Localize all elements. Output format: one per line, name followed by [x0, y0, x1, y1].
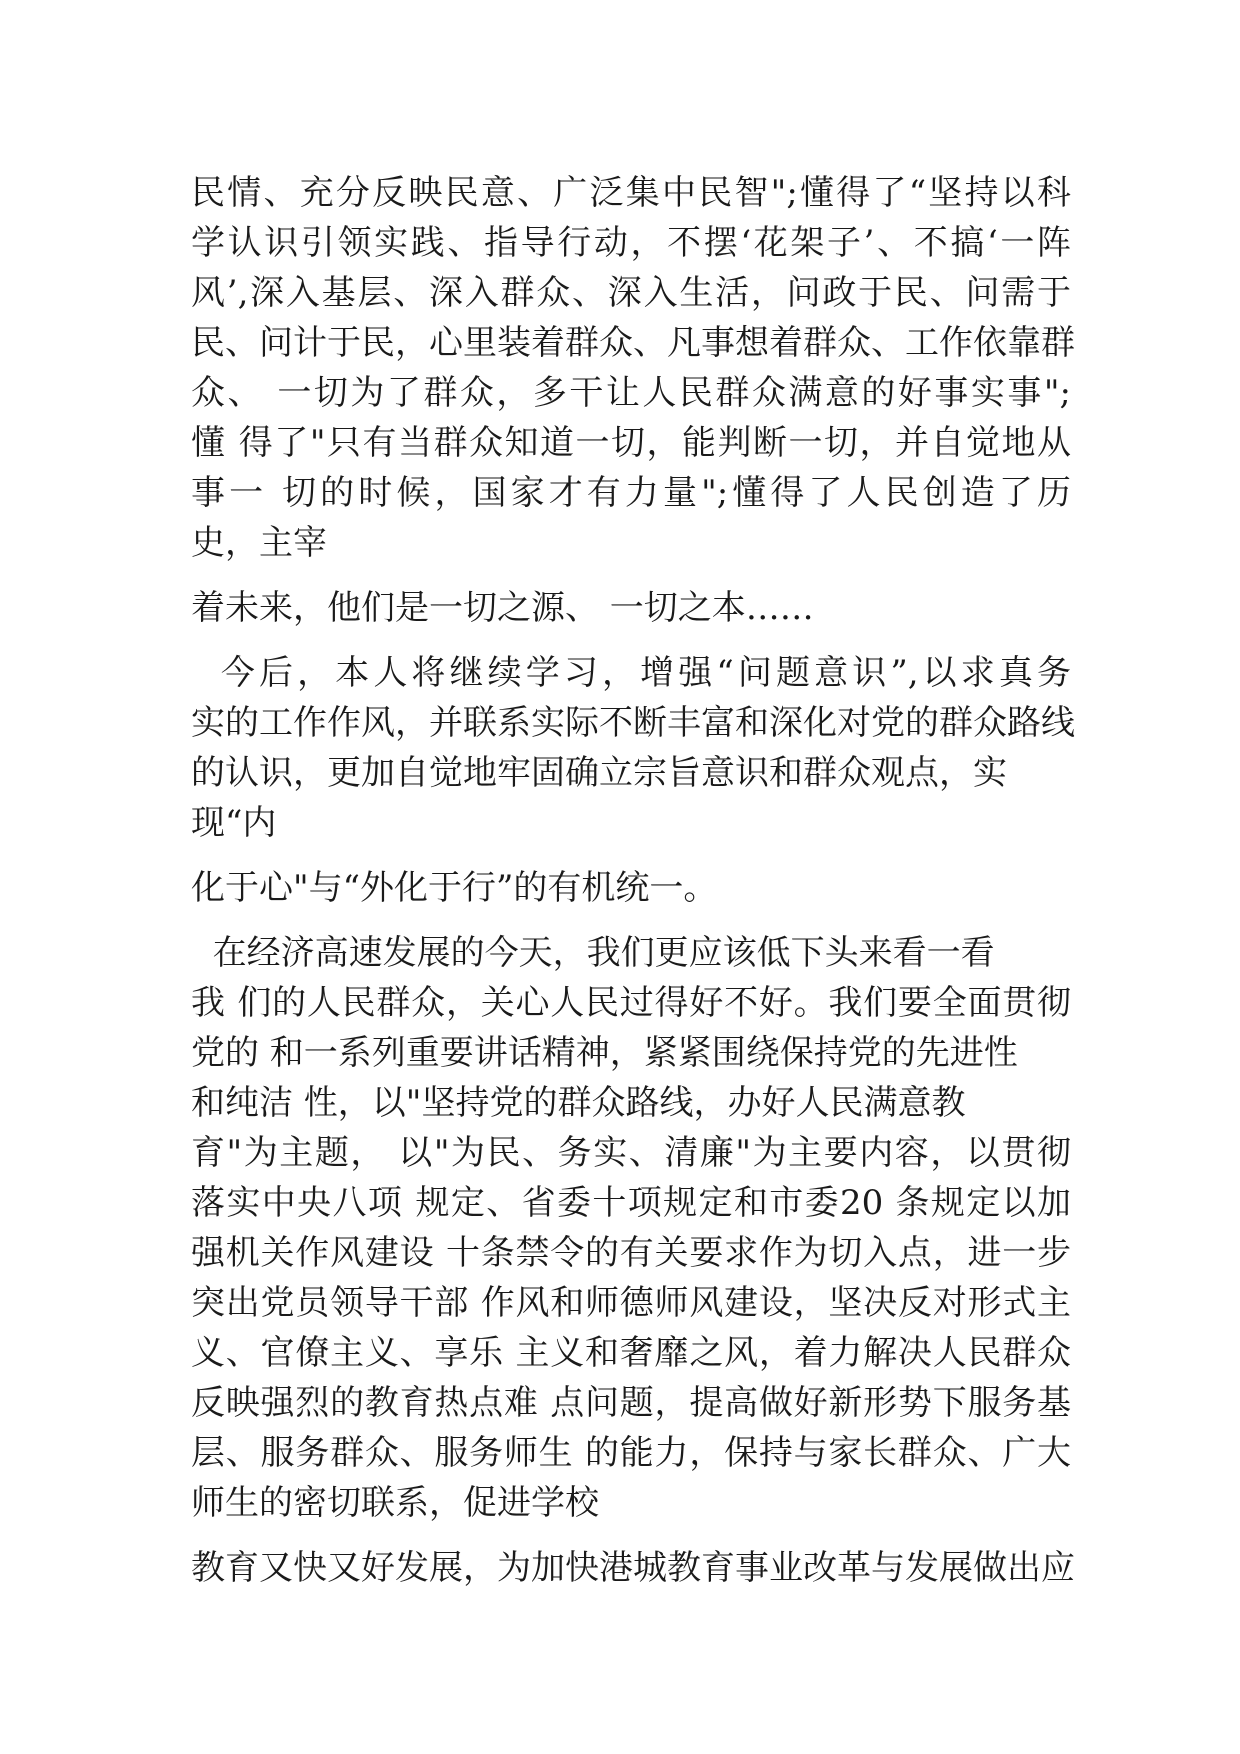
text-line: 教育又快又好发展，为加快港城教育事业改革与发展做出应 — [191, 1548, 1075, 1588]
text-line: 事一 切的时候，国家才有力量";懂得了人民创造了历 — [191, 473, 1071, 513]
text-line: 民情、充分反映民意、广泛集中民智";懂得了“坚持以科 — [191, 173, 1071, 213]
text-line: 党的 和一系列重要讲话精神，紧紧围绕保持党的先进性 — [191, 1033, 1018, 1073]
text-line: 化于心"与“外化于行”的有机统一。 — [191, 868, 718, 908]
text-line: 育"为主题， 以"为民、务实、清廉"为主要内容，以贯彻 — [191, 1133, 1071, 1173]
text-line: 现“内 — [191, 803, 277, 843]
text-line: 风’,深入基层、深入群众、深入生活，问政于民、问需于 — [191, 273, 1071, 313]
text-line: 史，主宰 — [191, 523, 327, 563]
text-line: 强机关作风建设 十条禁令的有关要求作为切入点，进一步 — [191, 1233, 1071, 1273]
text-line: 的认识，更加自觉地牢固确立宗旨意识和群众观点，实 — [191, 753, 1007, 793]
text-line: 在经济高速发展的今天，我们更应该低下头来看一看 — [191, 933, 995, 973]
text-line: 落实中央八项 规定、省委十项规定和市委20 条规定以加 — [191, 1183, 1071, 1223]
text-line: 层、服务群众、服务师生 的能力，保持与家长群众、广大 — [191, 1433, 1071, 1473]
text-line: 突出党员领导干部 作风和师德师风建设，坚决反对形式主 — [191, 1283, 1071, 1323]
text-line: 反映强烈的教育热点难 点问题，提高做好新形势下服务基 — [191, 1383, 1071, 1423]
text-line: 众、 一切为了群众，多干让人民群众满意的好事实事"; — [191, 373, 1071, 413]
text-line: 师生的密切联系，促进学校 — [191, 1483, 599, 1523]
text-line: 实的工作作风，并联系实际不断丰富和深化对党的群众路线 — [191, 703, 1075, 743]
text-line: 懂 得了"只有当群众知道一切，能判断一切，并自觉地从 — [191, 423, 1071, 463]
text-line: 义、官僚主义、享乐 主义和奢靡之风，着力解决人民群众 — [191, 1333, 1071, 1373]
text-line: 我 们的人民群众，关心人民过得好不好。我们要全面贯彻 — [191, 983, 1071, 1023]
text-line: 今后，本人将继续学习，增强“问题意识”,以求真务 — [191, 653, 1071, 693]
text-line: 学认识引领实践、指导行动，不摆‘花架子’、不搞‘一阵 — [191, 223, 1071, 263]
text-line: 民、问计于民，心里装着群众、凡事想着群众、工作依靠群 — [191, 323, 1075, 363]
text-line: 和纯洁 性，以"坚持党的群众路线，办好人民满意教 — [191, 1083, 966, 1123]
text-line: 着未来，他们是一切之源、 一切之本…… — [191, 588, 814, 628]
